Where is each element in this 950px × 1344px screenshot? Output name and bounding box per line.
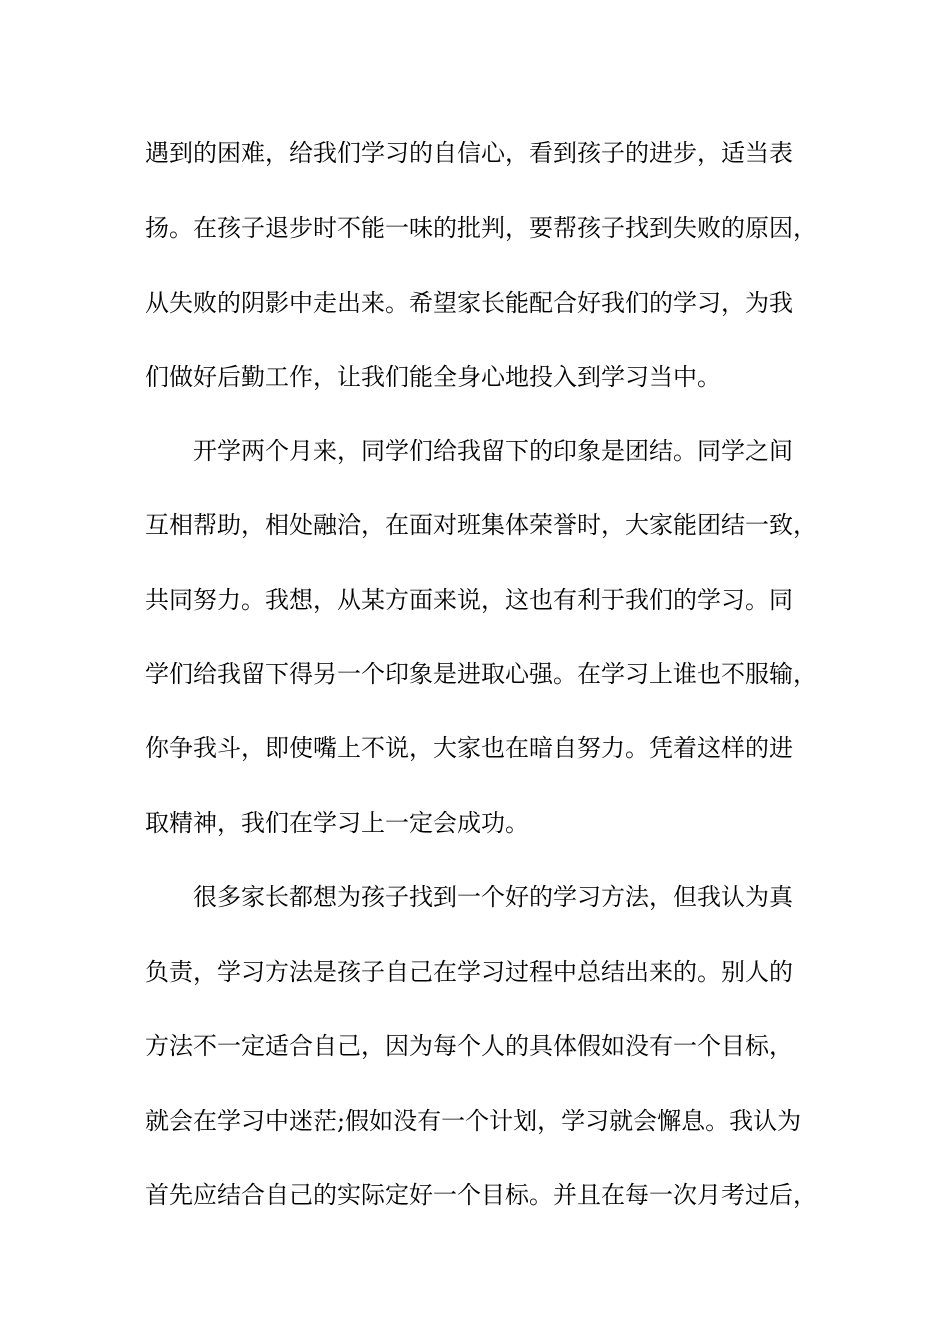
paragraph-line: 就会在学习中迷茫;假如没有一个计划，学习就会懈息。我认为	[145, 1107, 802, 1135]
paragraph-line: 互相帮助，相处融洽，在面对班集体荣誉时，大家能团结一致，	[145, 511, 817, 539]
paragraph-line: 们做好后勤工作，让我们能全身心地投入到学习当中。	[145, 363, 721, 391]
paragraph-line: 从失败的阴影中走出来。希望家长能配合好我们的学习，为我	[145, 289, 793, 317]
paragraph-line: 负责，学习方法是孩子自己在学习过程中总结出来的。别人的	[145, 958, 793, 986]
paragraph-line: 取精神，我们在学习上一定会成功。	[145, 809, 529, 837]
paragraph-line: 你争我斗，即使嘴上不说，大家也在暗自努力。凭着这样的进	[145, 734, 793, 762]
paragraph-first-line: 开学两个月来，同学们给我留下的印象是团结。同学之间	[193, 437, 793, 465]
paragraph-first-line: 很多家长都想为孩子找到一个好的学习方法，但我认为真	[193, 883, 793, 911]
paragraph-line: 首先应结合自己的实际定好一个目标。并且在每一次月考过后，	[145, 1181, 817, 1209]
paragraph-line: 共同努力。我想，从某方面来说，这也有利于我们的学习。同	[145, 586, 793, 614]
paragraph-line: 扬。在孩子退步时不能一味的批判，要帮孩子找到失败的原因，	[145, 214, 817, 242]
paragraph-line: 学们给我留下得另一个印象是进取心强。在学习上谁也不服输，	[145, 660, 817, 688]
paragraph-line: 遇到的困难，给我们学习的自信心，看到孩子的进步，适当表	[145, 139, 793, 167]
paragraph-line: 方法不一定适合自己，因为每个人的具体假如没有一个目标，	[145, 1032, 793, 1060]
